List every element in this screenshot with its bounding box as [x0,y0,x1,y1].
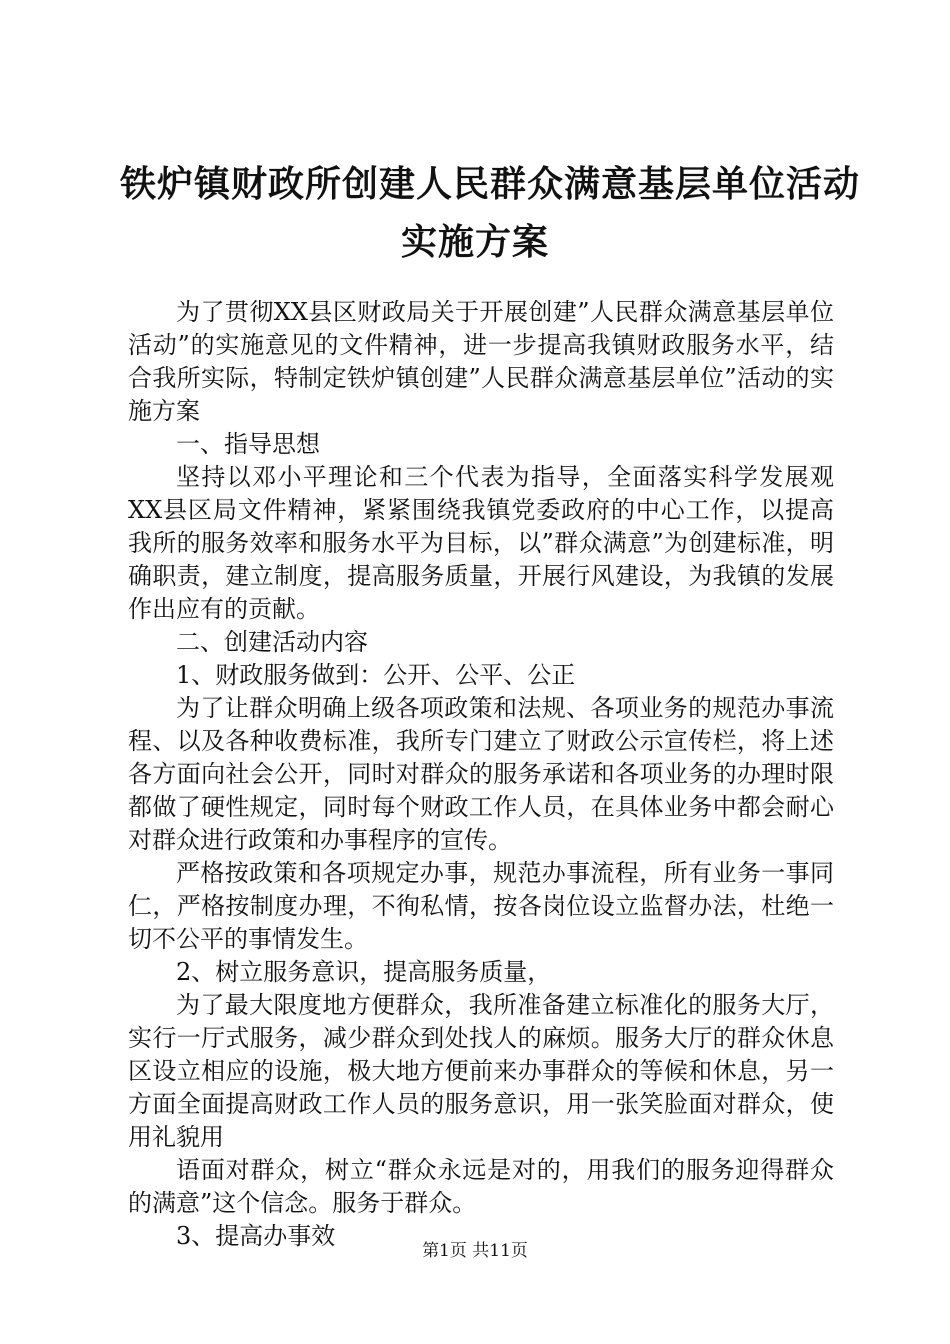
guiding-thought-paragraph: 坚持以邓小平理论和三个代表为指导，全面落实科学发展观XX县区局文件精神，紧紧围绕我镇党委政府的中心工作，以提高我所的服务效率和服务水平为目标，以”群众满意”为创建标准，明确职责，建立制度，提高服务质量，开展行风建设，为我镇的发展作出应有的贡献。 [128,463,834,623]
document-body [128,296,834,1253]
intro-paragraph: 为了贯彻XX县区财政局关于开展创建”人民群众满意基层单位活动”的实施意见的文件精神，进一步提高我镇财政服务水平，结合我所实际，特制定铁炉镇创建”人民群众满意基层单位”活动的实施方案 [128,298,834,425]
item-1-paragraph-a: 为了让群众明确上级各项政策和法规、各项业务的规范办事流程、以及各种收费标准，我所专门建立了财政公示宣传栏，将上述各方面向社会公开，同时对群众的服务承诺和各项业务的办理时限都做了硬性规定，同时每个财政工作人员，在具体业务中都会耐心对群众进行政策和办事程序的宣传。 [128,694,834,854]
document-title-line-2: 实施方案 [400,221,549,263]
subheading-item-3: 3、提高办事效 [176,1222,336,1250]
item-2-paragraph-b: 语面对群众，树立“群众永远是对的，用我们的服务迎得群众的满意”这个信念。服务于群众。 [128,1156,834,1217]
item-2-paragraph-a: 为了最大限度地方便群众，我所准备建立标准化的服务大厅，实行一厅式服务，减少群众到处找人的麻烦。服务大厅的群众休息区设立相应的设施，极大地方便前来办事群众的等候和休息，另一方面全面提高财政工作人员的服务意识，用一张笑脸面对群众，使用礼貌用 [128,991,834,1151]
document-title-line-1: 铁炉镇财政所创建人民群众满意基层单位活动 [120,163,861,205]
item-1-paragraph-b: 严格按政策和各项规定办事，规范办事流程，所有业务一事同仁，严格按制度办理，不徇私情，按各岗位设立监督办法，杜绝一切不公平的事情发生。 [128,859,834,953]
subheading-item-1: 1、财政服务做到：公开、公平、公正 [176,661,576,689]
section-heading-activity-content: 二、创建活动内容 [176,628,368,656]
subheading-item-2: 2、树立服务意识，提高服务质量， [176,958,552,986]
page-footer: 第1页 共11页 [422,1241,528,1261]
section-heading-guiding-thought: 一、指导思想 [176,430,320,458]
